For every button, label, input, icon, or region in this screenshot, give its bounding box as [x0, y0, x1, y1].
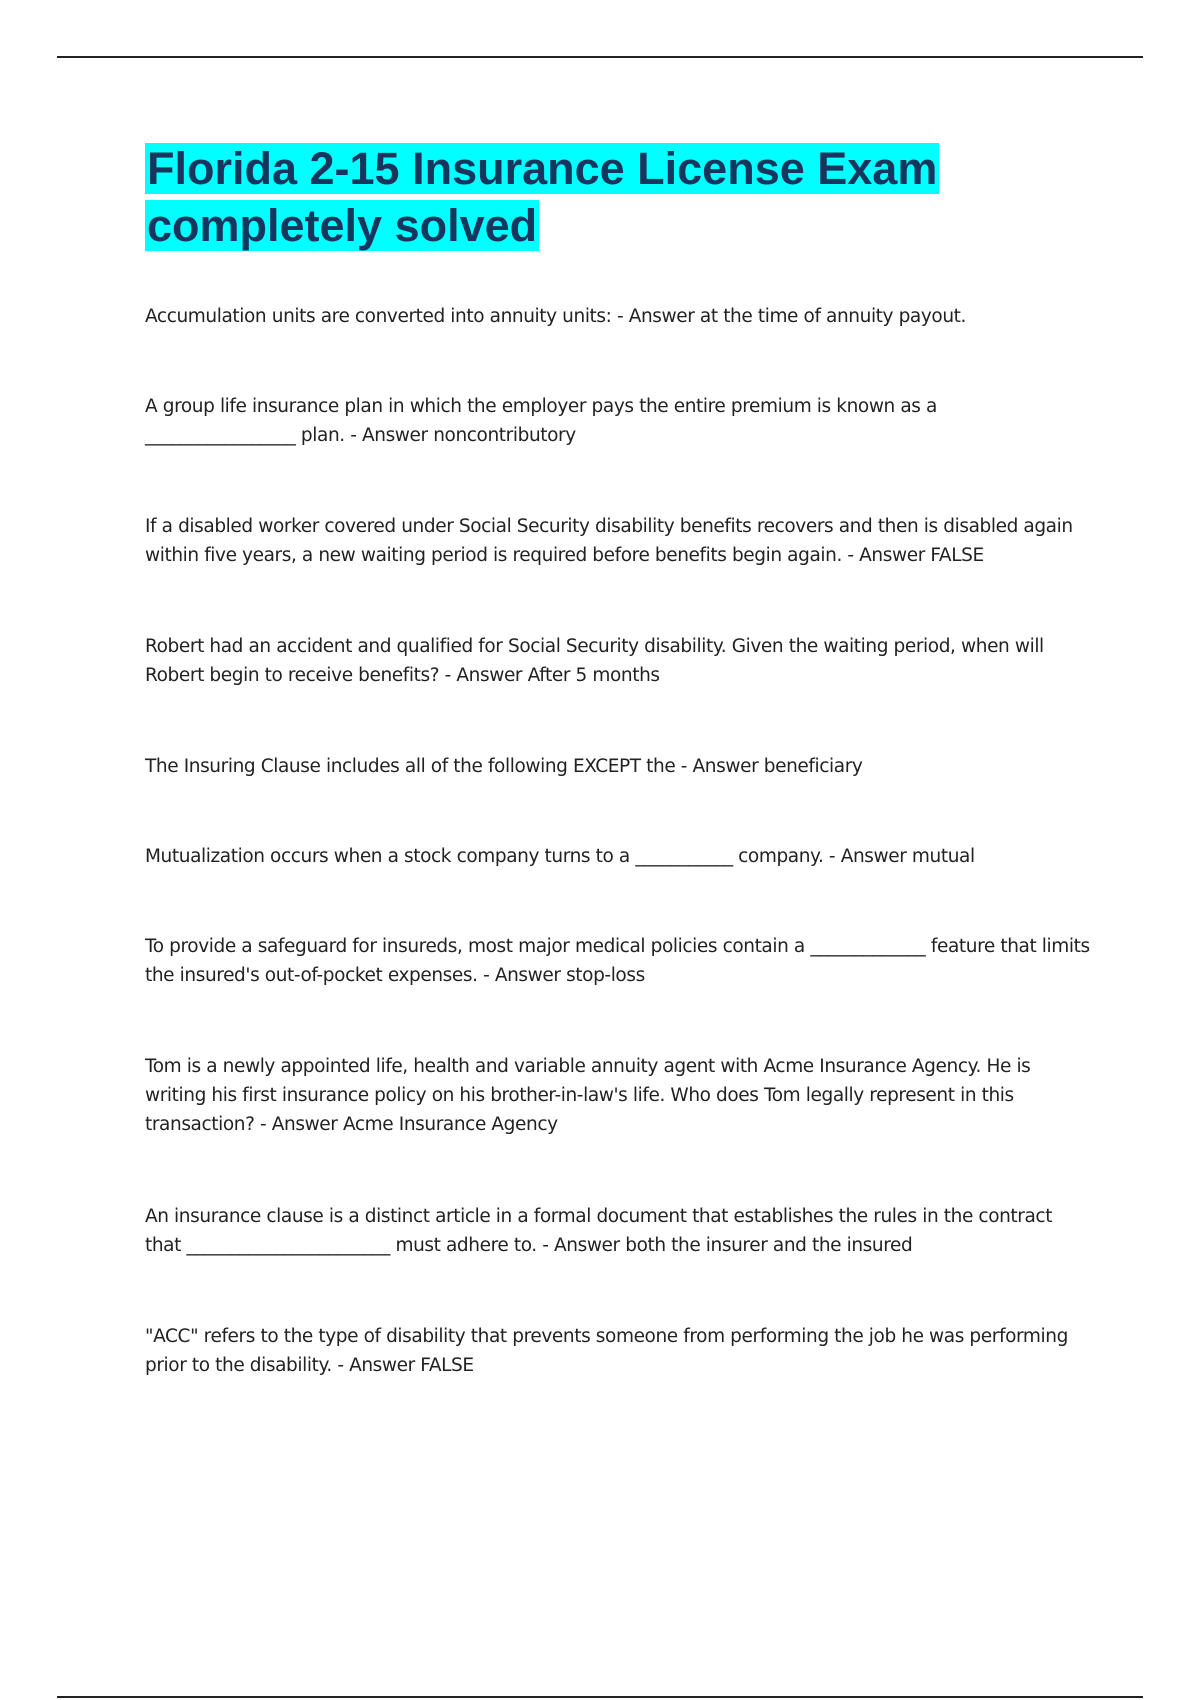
bottom-rule [57, 1696, 1143, 1698]
qa-item: "ACC" refers to the type of disability that prevents someone from performing the job he was performing prior to the disability. - Answer FALSE [145, 1326, 1068, 1376]
qa-item: Accumulation units are converted into annuity units: - Answer at the time of annuity payout. [145, 306, 966, 327]
qa-item: Tom is a newly appointed life, health and variable annuity agent with Acme Insurance Agency. He is writing his first insurance policy on his brother-in-law's life. Who does Tom legally represent in this transaction? - Answer Acme Insurance Agency [145, 1056, 1031, 1135]
title-block [145, 140, 1045, 254]
document-title [145, 140, 1045, 254]
qa-item: Mutualization occurs when a stock company turns to a ___________ company. - Answer mutual [145, 846, 975, 867]
qa-item: If a disabled worker covered under Social Security disability benefits recovers and then is disabled again within five years, a new waiting period is required before benefits begin again. - Answer FALSE [145, 516, 1073, 566]
qa-item: Robert had an accident and qualified for Social Security disability. Given the waiting period, when will Robert begin to receive benefits? - Answer After 5 months [145, 636, 1044, 686]
qa-item: To provide a safeguard for insureds, most major medical policies contain a _____________ feature that limits the insured's out-of-pocket expenses. - Answer stop-loss [145, 936, 1090, 986]
document-title-text: Florida 2-15 Insurance License Exam completely solved [147, 143, 938, 251]
qa-item: An insurance clause is a distinct article in a formal document that establishes the rules in the contract that _______________________ must adhere to. - Answer both the insurer and the insured [145, 1206, 1053, 1256]
qa-item: A group life insurance plan in which the employer pays the entire premium is known as a _________________ plan. - Answer noncontributory [145, 396, 937, 446]
qa-item: The Insuring Clause includes all of the following EXCEPT the - Answer beneficiary [145, 756, 863, 777]
top-rule [57, 56, 1143, 58]
